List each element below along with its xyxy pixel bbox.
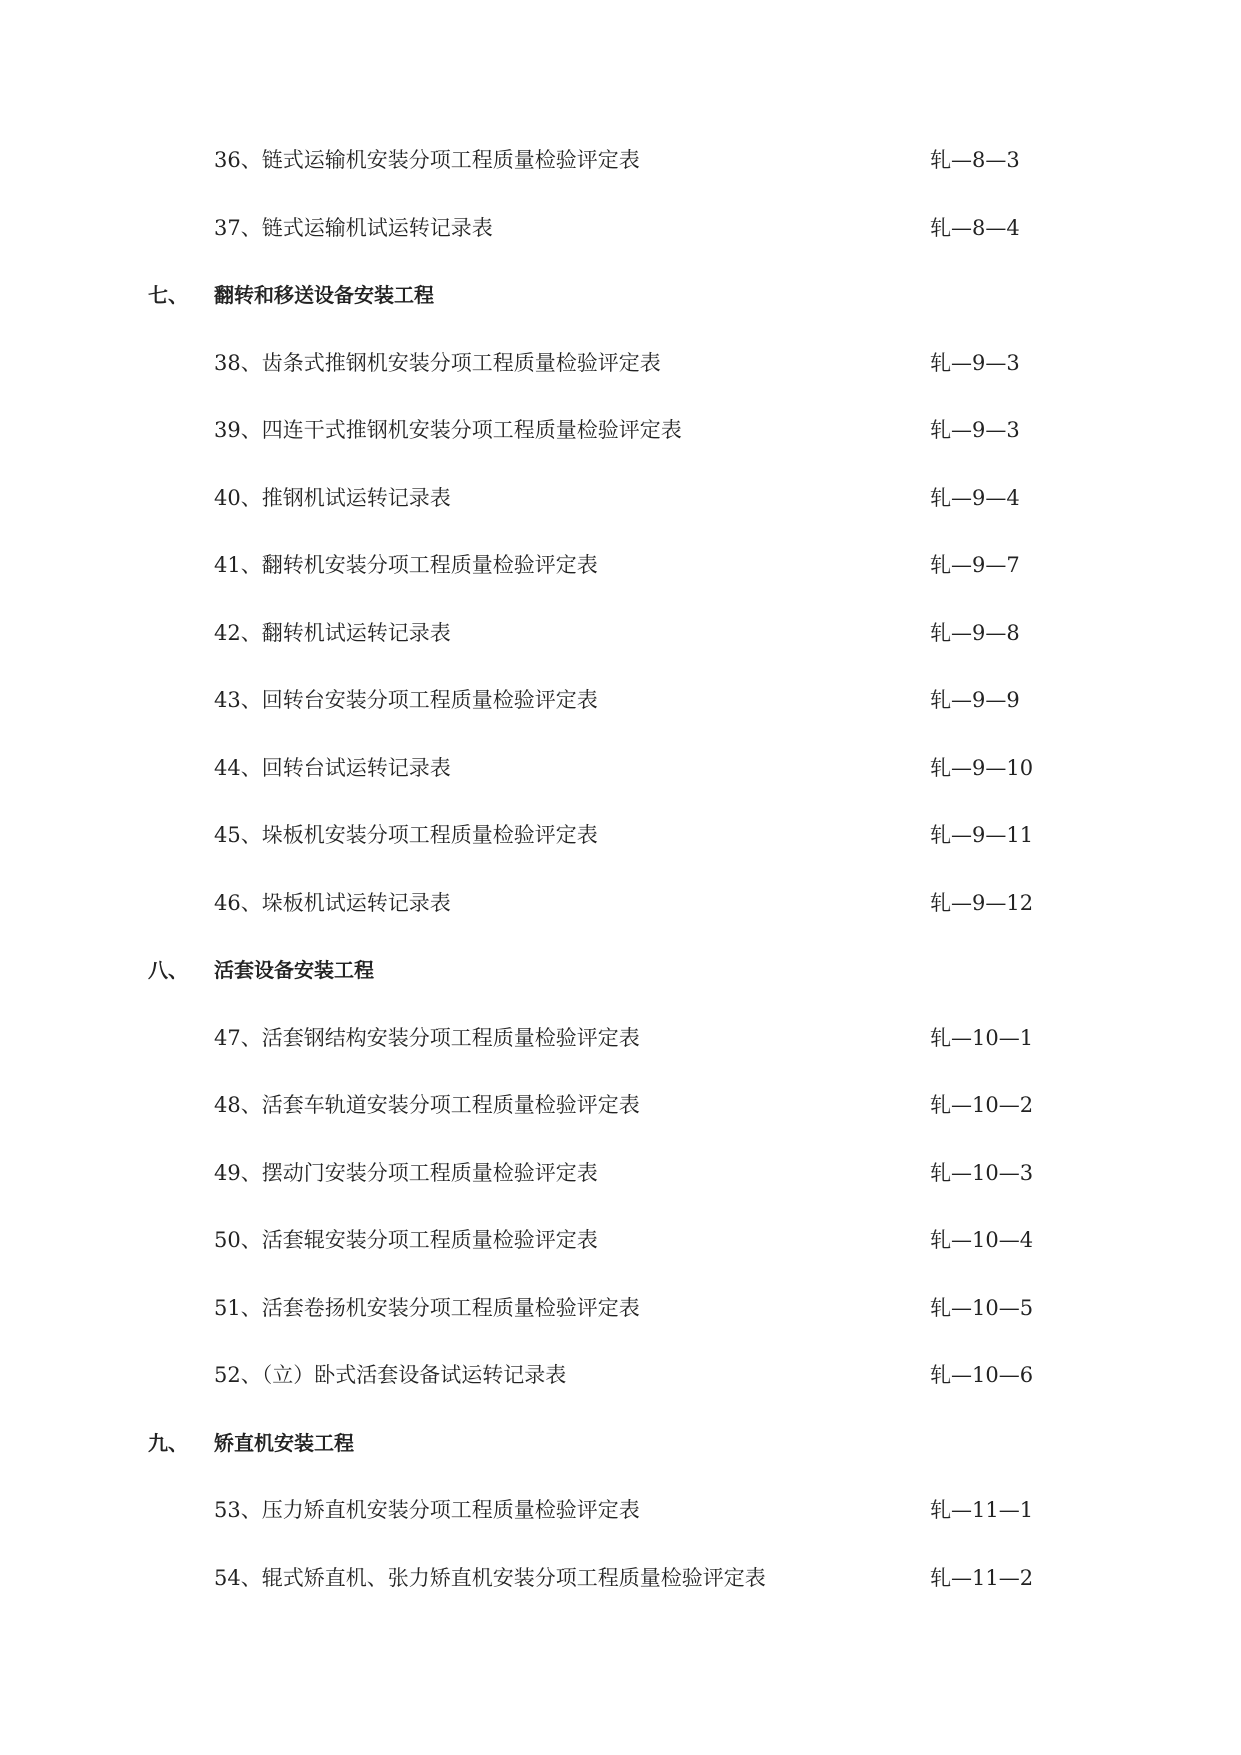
entry-form-code: 轧—10—2	[930, 1093, 1034, 1117]
section-number: 八、	[148, 958, 188, 982]
section-title: 矫直机安装工程	[214, 1430, 354, 1455]
entry-form-code: 轧—9—4	[930, 485, 1020, 510]
entry-form-code: 轧—9—11	[930, 823, 1034, 847]
section-number: 七、	[148, 283, 188, 307]
entry-form-code: 轧—8—4	[930, 215, 1020, 240]
toc-section-heading	[0, 1423, 1241, 1463]
entry-title: 47、活套钢结构安装分项工程质量检验评定表	[214, 1025, 640, 1050]
toc-entry	[0, 1085, 1241, 1125]
entry-form-code: 轧—11—1	[930, 1498, 1034, 1522]
entry-form-code: 轧—9—9	[930, 688, 1020, 712]
entry-title: 44、回转台试运转记录表	[214, 755, 451, 780]
entry-form-code: 轧—9—3	[930, 350, 1020, 375]
toc-entry	[0, 1558, 1241, 1598]
entry-form-code: 轧—10—6	[930, 1363, 1034, 1387]
entry-title: 46、垛板机试运转记录表	[214, 890, 451, 915]
entry-title: 53、压力矫直机安装分项工程质量检验评定表	[214, 1498, 640, 1522]
toc-entry	[0, 545, 1241, 585]
toc-entry	[0, 140, 1241, 180]
toc-entry	[0, 748, 1241, 788]
entry-title: 45、垛板机安装分项工程质量检验评定表	[214, 823, 598, 847]
section-title: 翻转和移送设备安装工程	[214, 283, 434, 307]
toc-entry	[0, 1018, 1241, 1058]
entry-title: 48、活套车轨道安装分项工程质量检验评定表	[214, 1093, 640, 1117]
toc-entry	[0, 478, 1241, 518]
toc-section-heading	[0, 275, 1241, 315]
toc-entry	[0, 410, 1241, 450]
toc-entry	[0, 1490, 1241, 1530]
entry-title: 42、翻转机试运转记录表	[214, 620, 451, 645]
toc-entry	[0, 1153, 1241, 1193]
toc-entry	[0, 1355, 1241, 1395]
entry-form-code: 轧—9—3	[930, 418, 1020, 442]
entry-title: 39、四连干式推钢机安装分项工程质量检验评定表	[214, 418, 682, 442]
section-number: 九、	[148, 1430, 188, 1455]
entry-title: 54、辊式矫直机、张力矫直机安装分项工程质量检验评定表	[214, 1565, 766, 1590]
entry-form-code: 轧—10—1	[930, 1025, 1034, 1050]
entry-title: 43、回转台安装分项工程质量检验评定表	[214, 688, 598, 712]
entry-title: 51、活套卷扬机安装分项工程质量检验评定表	[214, 1295, 640, 1320]
entry-form-code: 轧—9—12	[930, 890, 1034, 915]
toc-entry	[0, 1288, 1241, 1328]
entry-form-code: 轧—9—8	[930, 620, 1020, 645]
entry-title: 36、链式运输机安装分项工程质量检验评定表	[214, 148, 640, 172]
entry-title: 41、翻转机安装分项工程质量检验评定表	[214, 553, 598, 577]
toc-section-heading	[0, 950, 1241, 990]
entry-title: 40、推钢机试运转记录表	[214, 485, 451, 510]
entry-form-code: 轧—9—10	[930, 755, 1034, 780]
toc-entry	[0, 680, 1241, 720]
entry-title: 37、链式运输机试运转记录表	[214, 215, 493, 240]
entry-form-code: 轧—8—3	[930, 148, 1020, 172]
entry-form-code: 轧—10—3	[930, 1160, 1034, 1185]
toc-entry	[0, 1220, 1241, 1260]
toc-entry	[0, 883, 1241, 923]
toc-entry	[0, 343, 1241, 383]
toc-entry	[0, 208, 1241, 248]
entry-form-code: 轧—11—2	[930, 1565, 1034, 1590]
entry-title: 52、（立）卧式活套设备试运转记录表	[214, 1363, 567, 1387]
toc-entry	[0, 815, 1241, 855]
entry-title: 38、齿条式推钢机安装分项工程质量检验评定表	[214, 350, 661, 375]
entry-title: 50、活套辊安装分项工程质量检验评定表	[214, 1228, 598, 1252]
toc-entry	[0, 613, 1241, 653]
section-title: 活套设备安装工程	[214, 958, 374, 982]
entry-form-code: 轧—10—5	[930, 1295, 1034, 1320]
entry-title: 49、摆动门安装分项工程质量检验评定表	[214, 1160, 598, 1185]
entry-form-code: 轧—10—4	[930, 1228, 1034, 1252]
entry-form-code: 轧—9—7	[930, 553, 1020, 577]
